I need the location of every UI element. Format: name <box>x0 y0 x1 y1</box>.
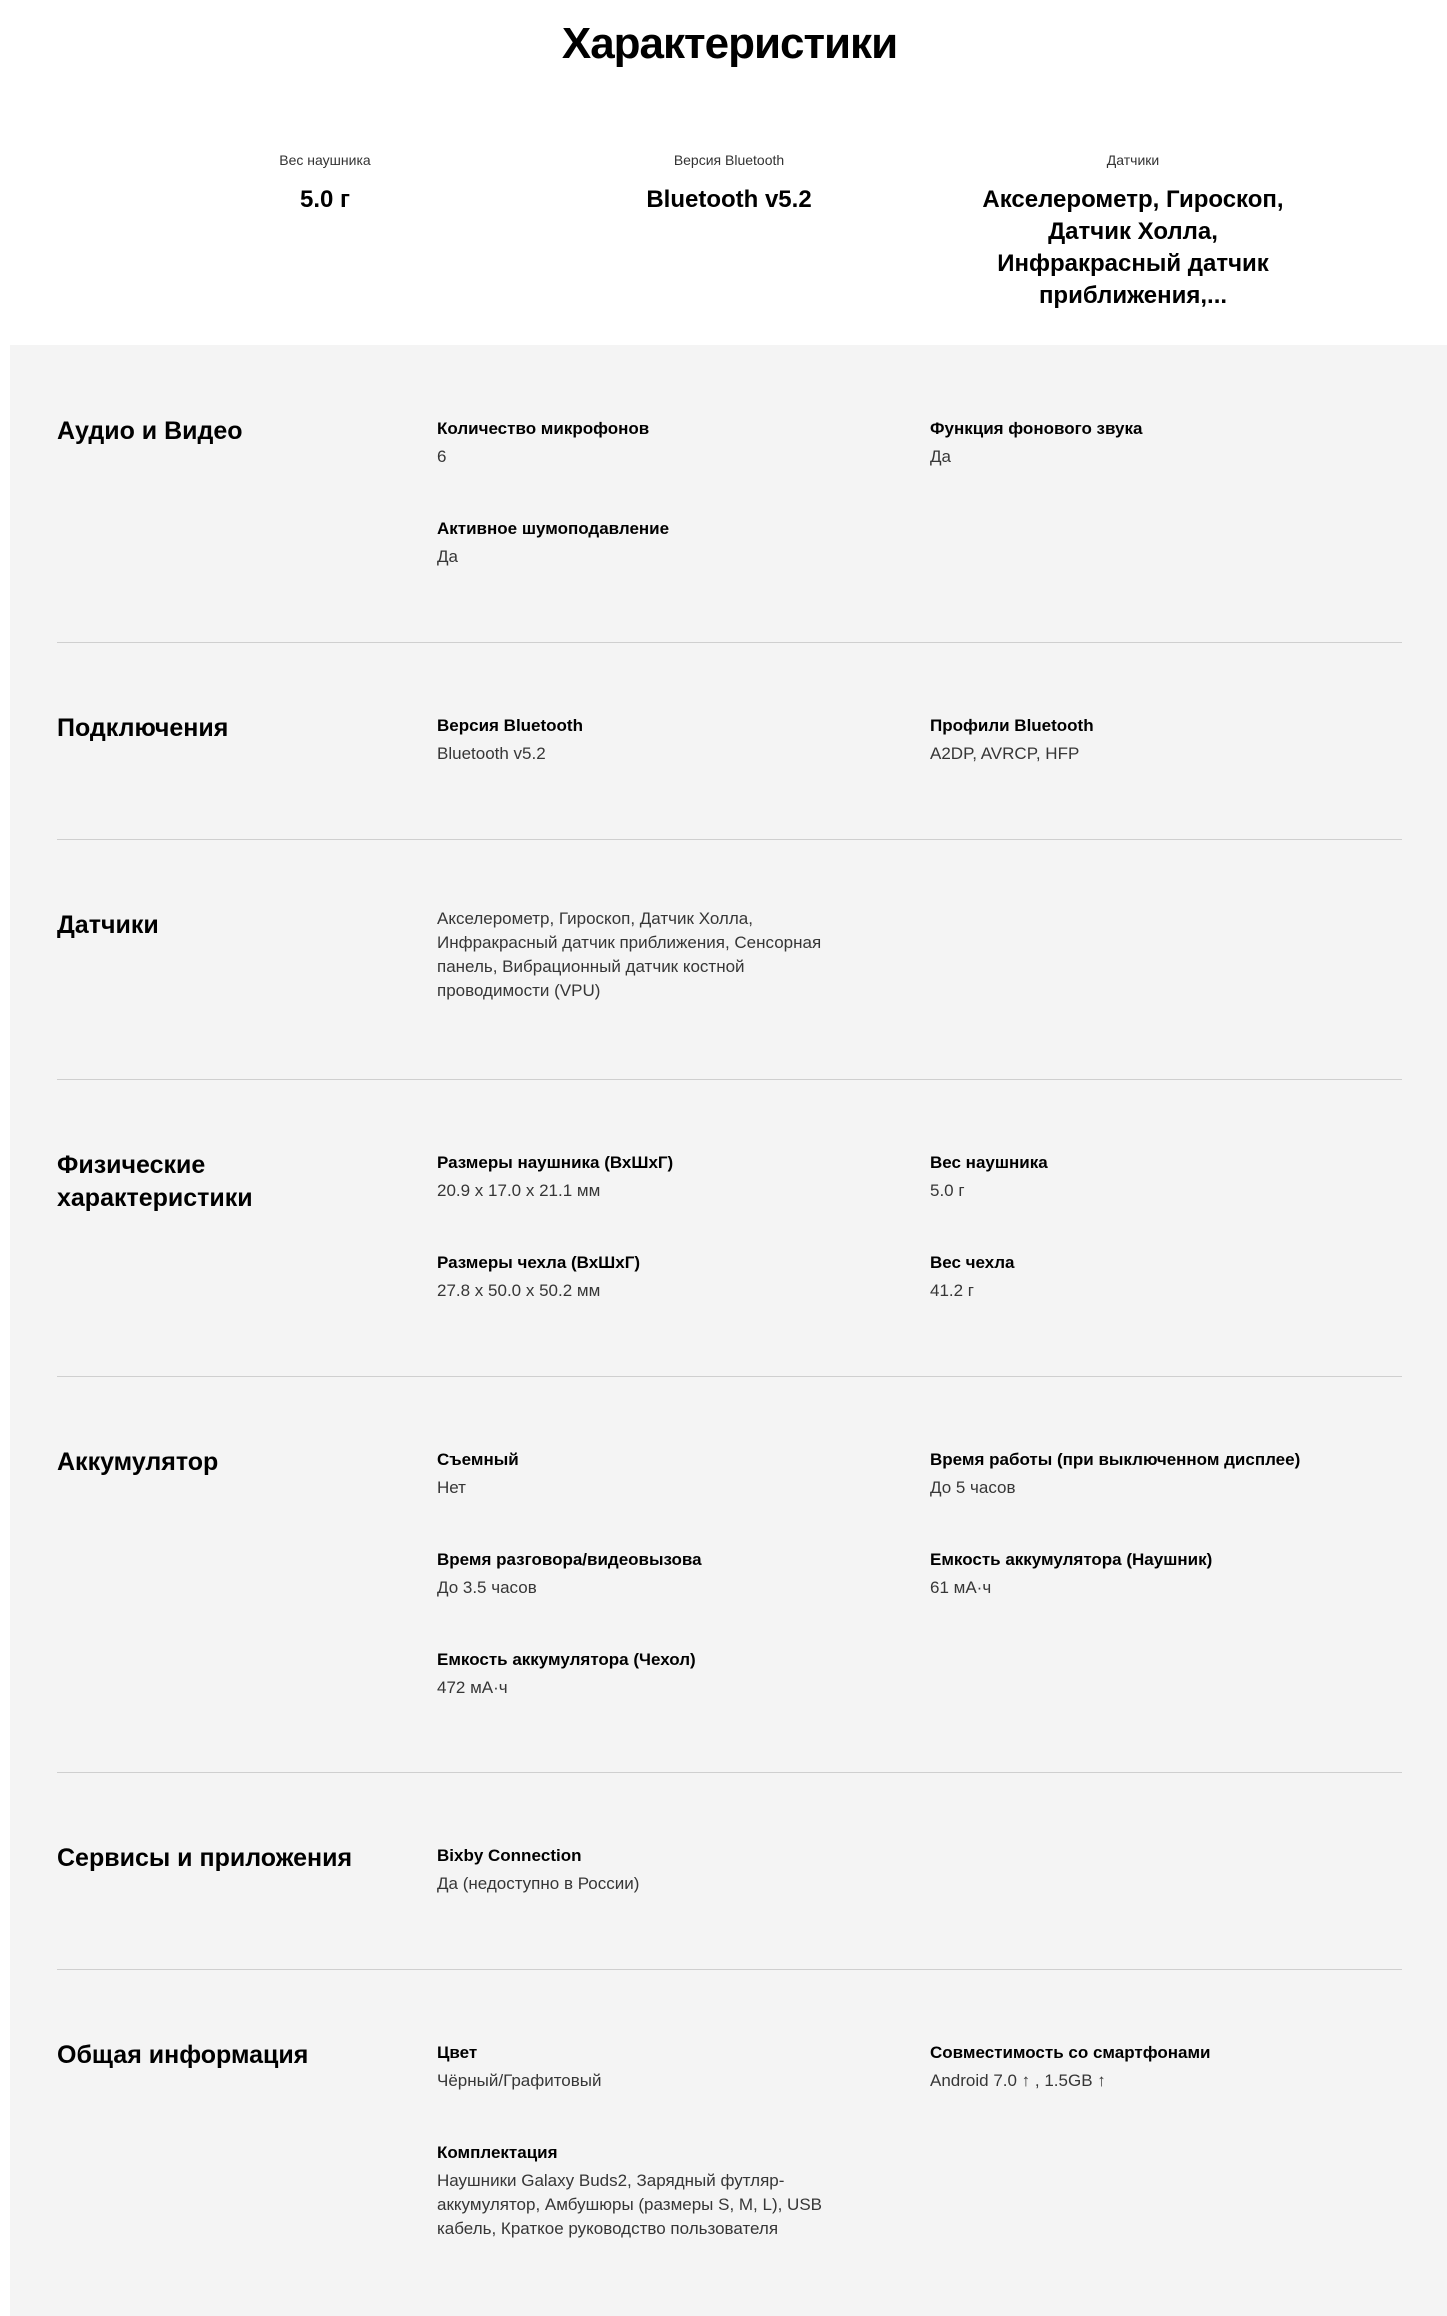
spec-label: Емкость аккумулятора (Наушник) <box>930 1550 1213 1569</box>
spec-value: 6 <box>437 447 447 466</box>
spec-item-bluetooth-profiles <box>930 714 1370 766</box>
spec-item-bluetooth-version <box>437 714 877 766</box>
section-sensors <box>57 839 1402 1080</box>
section-battery <box>57 1376 1402 1773</box>
spec-value: До 5 часов <box>930 1478 1016 1497</box>
spec-label: Вес наушника <box>930 1153 1048 1172</box>
section-title: Подключения <box>57 714 229 742</box>
spec-value: 5.0 г <box>930 1181 965 1200</box>
spec-value: Android 7.0 ↑ , 1.5GB ↑ <box>930 2071 1106 2090</box>
spec-item-case-dimensions <box>437 1251 877 1303</box>
highlight-value: 5.0 г <box>299 186 351 213</box>
spec-value: 20.9 x 17.0 x 21.1 мм <box>437 1181 601 1200</box>
section-physical <box>57 1079 1402 1377</box>
page-title: Характеристики <box>561 19 898 68</box>
highlight-label: Датчики <box>1106 152 1160 168</box>
spec-label: Версия Bluetooth <box>437 716 583 735</box>
highlight-label: Вес наушника <box>279 152 371 168</box>
spec-value: A2DP, AVRCP, HFP <box>930 744 1080 763</box>
spec-item-sensors-list <box>437 907 857 1003</box>
spec-label: Размеры наушника (ВхШхГ) <box>437 1153 674 1172</box>
highlight-sensors <box>968 150 1298 312</box>
section-title: Сервисы и приложения <box>57 1844 353 1872</box>
spec-label: Размеры чехла (ВхШхГ) <box>437 1253 640 1272</box>
spec-label: Комплектация <box>437 2143 558 2162</box>
spec-item-bixby <box>437 1844 877 1896</box>
spec-value: Нет <box>437 1478 466 1497</box>
spec-item-playback-time <box>930 1448 1400 1500</box>
spec-value: Да <box>930 447 951 466</box>
spec-item-color <box>437 2041 877 2093</box>
spec-label: Вес чехла <box>930 1253 1015 1272</box>
spec-value: Наушники Galaxy Buds2, Зарядный футляр-аккумулятор, Амбушюры (размеры S, M, L), USB кабель, Краткое руководство пользователя <box>437 2171 823 2238</box>
spec-label: Время разговора/видеовызова <box>437 1550 702 1569</box>
spec-value: Да (недоступно в России) <box>437 1874 640 1893</box>
spec-label: Bixby Connection <box>437 1846 582 1865</box>
spec-label: Цвет <box>437 2043 478 2062</box>
spec-item-case-weight <box>930 1251 1370 1303</box>
spec-label: Совместимость со смартфонами <box>930 2043 1211 2062</box>
section-services <box>57 1772 1402 1970</box>
spec-item-earbud-weight <box>930 1151 1370 1203</box>
spec-value: Чёрный/Графитовый <box>437 2071 602 2090</box>
section-title: Аудио и Видео <box>57 417 243 445</box>
spec-value: Акселерометр, Гироскоп, Датчик Холла, Инфракрасный датчик приближения, Сенсорная панель, Вибрационный датчик костной проводимости (VPU) <box>437 909 822 1000</box>
spec-item-microphones <box>437 417 877 469</box>
spec-value: До 3.5 часов <box>437 1578 537 1597</box>
spec-item-earbud-dimensions <box>437 1151 877 1203</box>
spec-value: 472 мА·ч <box>437 1678 508 1697</box>
spec-item-anc <box>437 517 877 569</box>
spec-panel <box>10 345 1447 2316</box>
spec-highlights <box>0 150 1447 340</box>
spec-value: 61 мА·ч <box>930 1578 992 1597</box>
section-title: Общая информация <box>57 2041 309 2069</box>
highlight-label: Версия Bluetooth <box>673 152 785 168</box>
section-title: Физические характеристики <box>57 1151 253 1212</box>
spec-label: Емкость аккумулятора (Чехол) <box>437 1650 696 1669</box>
spec-value: Да <box>437 547 458 566</box>
highlight-bluetooth-version <box>564 150 894 216</box>
spec-value: 41.2 г <box>930 1281 975 1300</box>
highlight-value: Bluetooth v5.2 <box>646 186 812 213</box>
section-general <box>57 1969 1402 2316</box>
spec-item-ambient-sound <box>930 417 1370 469</box>
spec-label: Активное шумоподавление <box>437 519 670 538</box>
section-title: Датчики <box>57 911 159 939</box>
section-title: Аккумулятор <box>57 1448 219 1476</box>
spec-item-case-battery <box>437 1648 877 1700</box>
spec-value: 27.8 x 50.0 x 50.2 мм <box>437 1281 601 1300</box>
spec-label: Количество микрофонов <box>437 419 650 438</box>
spec-item-talk-time <box>437 1548 877 1600</box>
spec-label: Время работы (при выключенном дисплее) <box>930 1450 1301 1469</box>
spec-item-compatibility <box>930 2041 1370 2093</box>
spec-value: Bluetooth v5.2 <box>437 744 546 763</box>
spec-item-package-contents <box>437 2141 847 2241</box>
highlight-earbud-weight <box>160 150 490 216</box>
spec-label: Профили Bluetooth <box>930 716 1094 735</box>
spec-item-removable <box>437 1448 877 1500</box>
highlight-value: Акселерометр, Гироскоп, Датчик Холла, Инфракрасный датчик приближения,... <box>982 186 1284 309</box>
spec-label: Функция фонового звука <box>930 419 1143 438</box>
spec-label: Съемный <box>437 1450 519 1469</box>
section-audio-video <box>57 345 1402 643</box>
spec-item-earbud-battery <box>930 1548 1370 1600</box>
section-connectivity <box>57 642 1402 840</box>
